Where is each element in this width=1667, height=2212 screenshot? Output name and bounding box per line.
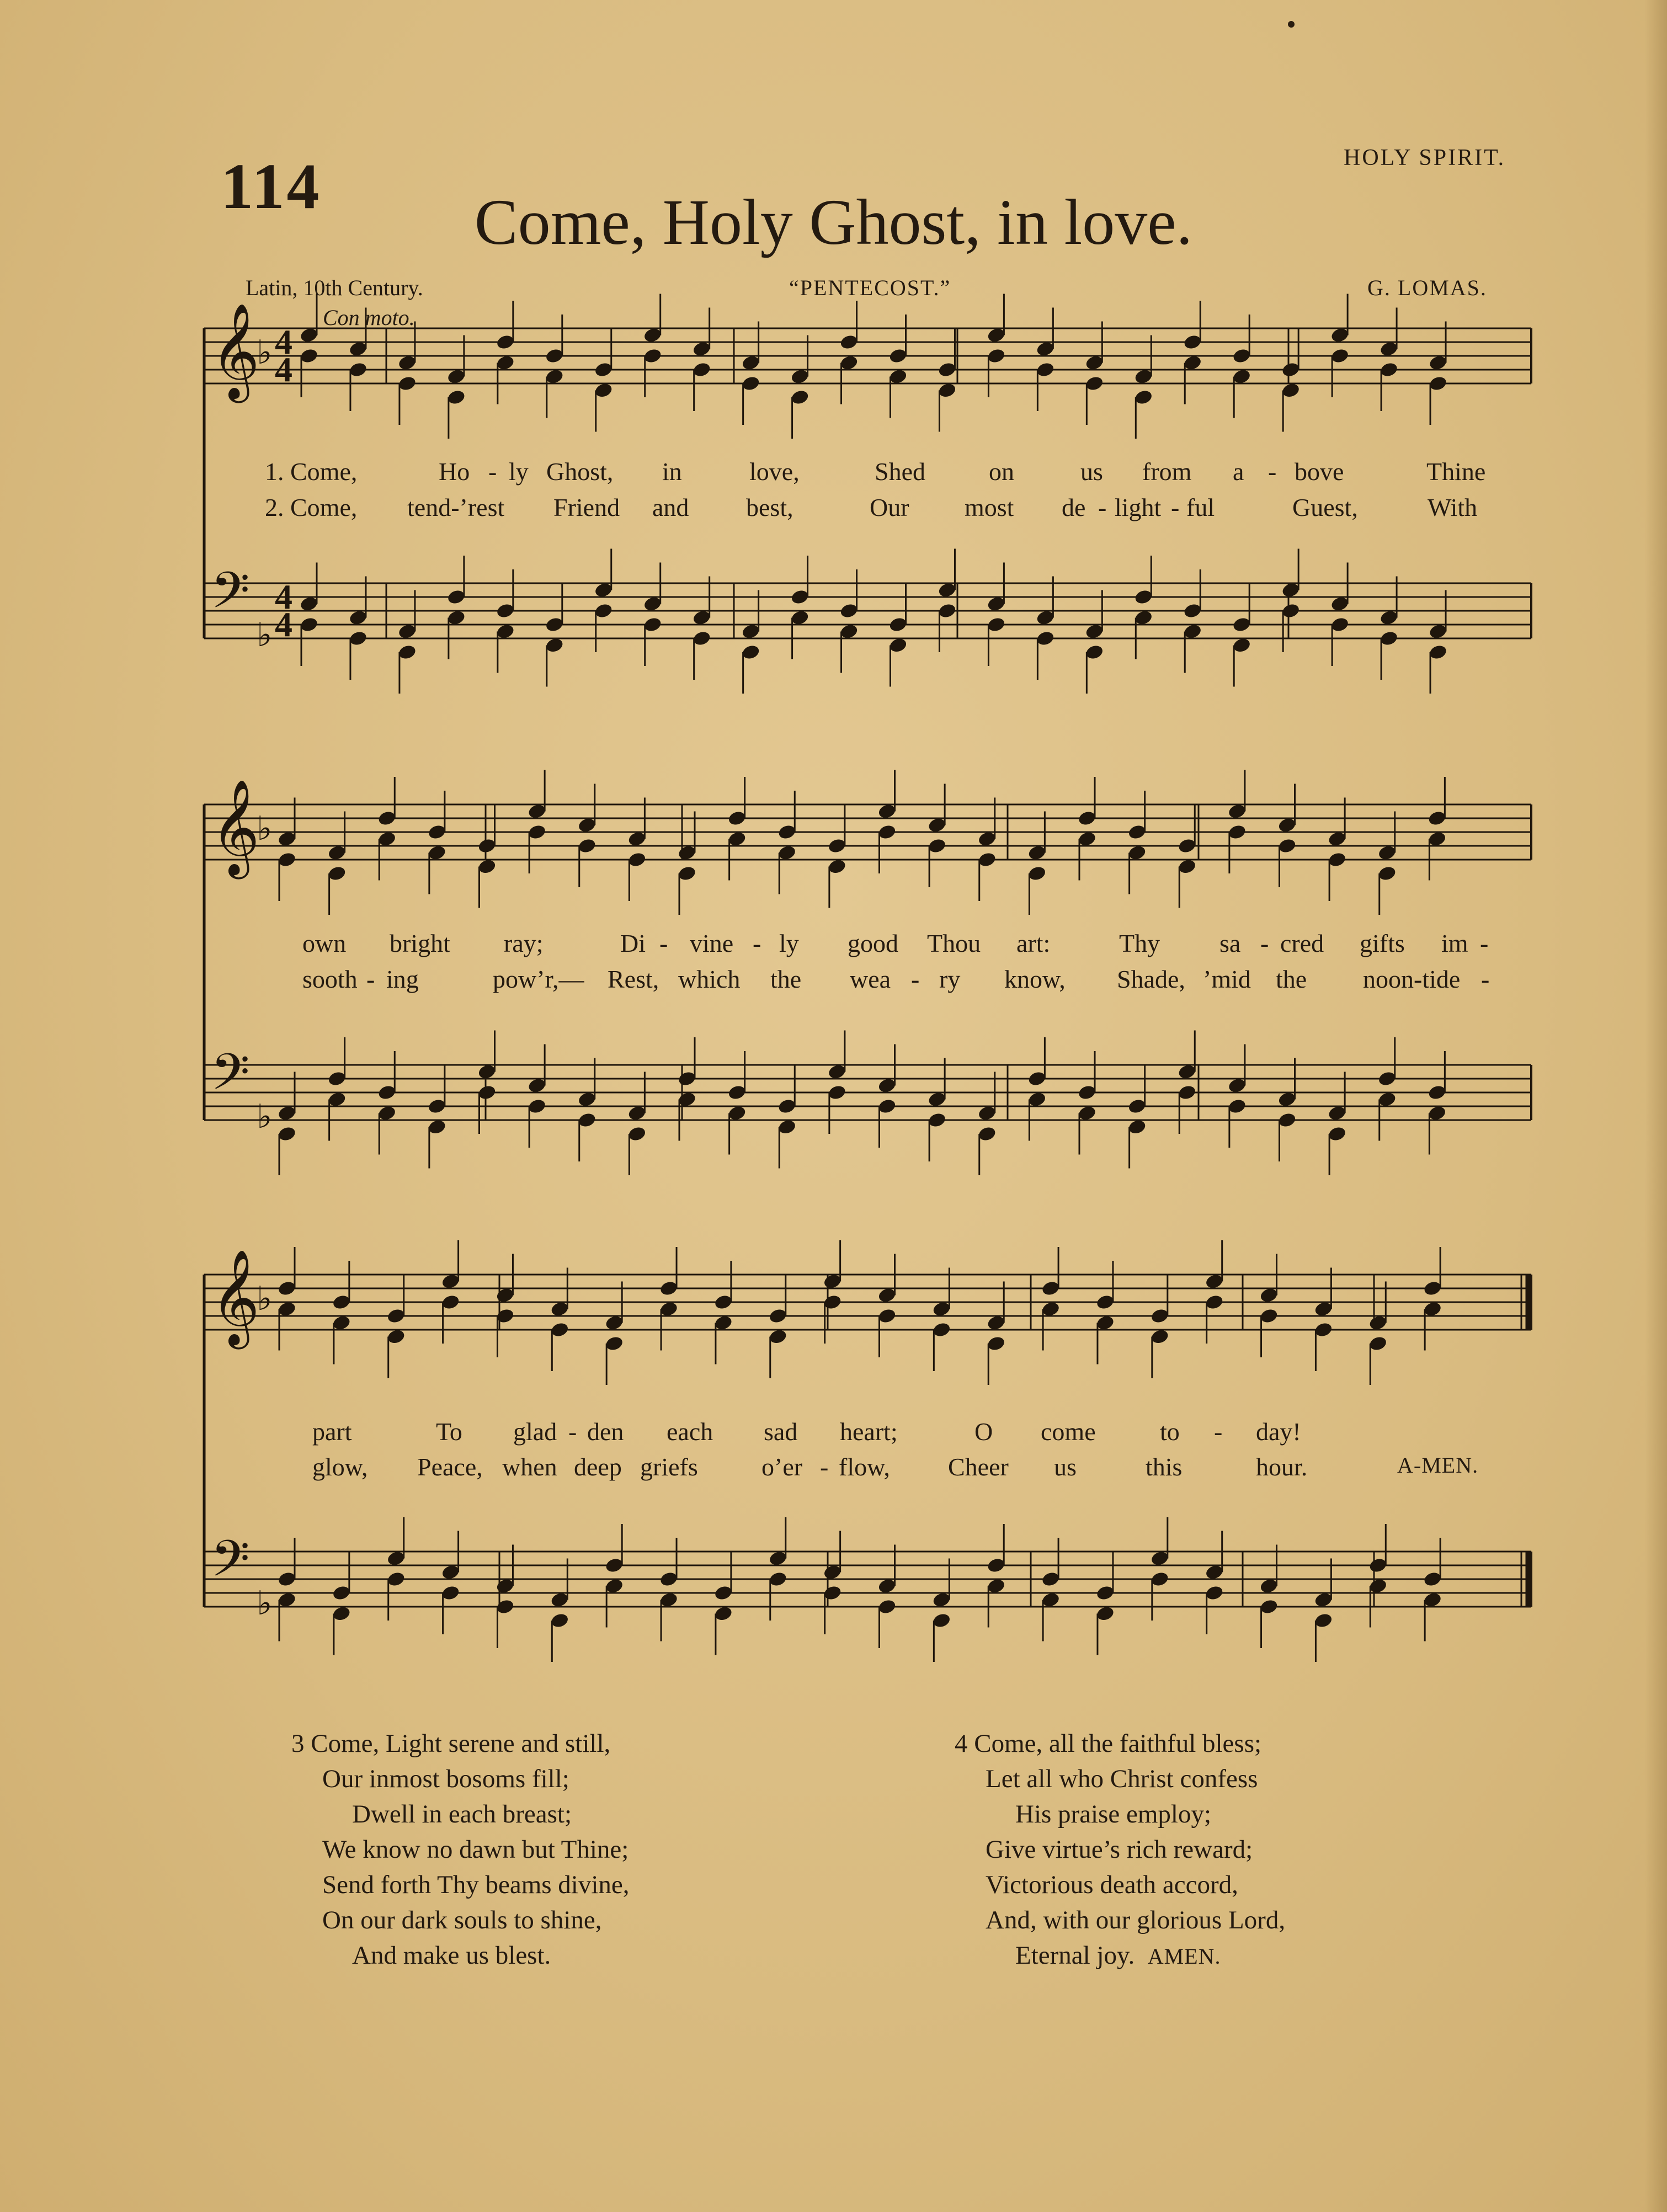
lyric: - bbox=[1171, 493, 1180, 521]
lyric: tend-’rest bbox=[407, 493, 505, 521]
lyric: part bbox=[312, 1417, 352, 1446]
lyric: ’mid bbox=[1203, 965, 1251, 993]
text-attribution: Latin, 10th Century. bbox=[246, 275, 423, 300]
lyric: know, bbox=[1004, 965, 1066, 993]
lyric: ry bbox=[939, 965, 961, 993]
lyric: o’er bbox=[761, 1453, 803, 1481]
time-signature: 4 bbox=[275, 577, 292, 616]
flat-sign: ♭ bbox=[257, 616, 273, 654]
treble-clef: 𝄞 bbox=[211, 779, 260, 875]
flat-sign: ♭ bbox=[257, 333, 273, 372]
lyric: Di bbox=[620, 929, 646, 957]
lyric: - bbox=[366, 965, 375, 993]
verse-line: Come, all the faithful bless; bbox=[974, 1729, 1262, 1758]
lyric: day! bbox=[1256, 1417, 1301, 1446]
treble-clef: 𝄞 bbox=[211, 1249, 260, 1345]
time-signature: 4 bbox=[275, 350, 292, 389]
lyric: vine bbox=[690, 929, 734, 957]
lyric: ray; bbox=[504, 929, 544, 957]
verse-line: And, with our glorious Lord, bbox=[986, 1906, 1286, 1934]
lyric: hour. bbox=[1256, 1453, 1308, 1481]
section-label: HOLY SPIRIT. bbox=[1344, 145, 1506, 170]
lyric: - bbox=[1260, 929, 1269, 957]
verse-number: 4 bbox=[955, 1729, 968, 1758]
lyric: - bbox=[659, 929, 668, 957]
lyric: With bbox=[1428, 493, 1478, 521]
lyric: Rest, bbox=[608, 965, 659, 993]
bass-clef: 𝄢 bbox=[211, 1529, 250, 1600]
lyric: this bbox=[1146, 1453, 1183, 1481]
bass-clef: 𝄢 bbox=[211, 1043, 250, 1113]
lyric: ful bbox=[1186, 493, 1215, 521]
verse-3 bbox=[291, 1726, 630, 1973]
lyric: gifts bbox=[1360, 929, 1405, 957]
lyric: sooth bbox=[302, 965, 358, 993]
lyric: - bbox=[488, 457, 497, 486]
verse-line: Eternal joy. bbox=[1015, 1941, 1135, 1970]
lyric: noon-tide bbox=[1363, 965, 1461, 993]
lyric: To bbox=[436, 1417, 462, 1446]
lyric: den bbox=[587, 1417, 624, 1446]
lyric: each bbox=[667, 1417, 713, 1446]
flat-sign: ♭ bbox=[257, 1584, 273, 1623]
lyric: most bbox=[965, 493, 1014, 521]
lyric: sad bbox=[764, 1417, 798, 1446]
verse-line: And make us blest. bbox=[352, 1941, 551, 1970]
lyric: ly bbox=[779, 929, 799, 957]
time-signature: 4 bbox=[275, 605, 292, 644]
lyric: 1. Come, bbox=[265, 457, 358, 486]
lyric: - bbox=[1480, 929, 1489, 957]
lyric: Thy bbox=[1119, 929, 1160, 957]
lyric: griefs bbox=[640, 1453, 698, 1481]
lyric: on bbox=[989, 457, 1014, 486]
lyric: from bbox=[1142, 457, 1192, 486]
verse-line: We know no dawn but Thine; bbox=[322, 1835, 629, 1864]
verse-number: 3 bbox=[291, 1729, 305, 1758]
lyric: art: bbox=[1016, 929, 1051, 957]
lyric: Shed bbox=[875, 457, 925, 486]
lyric: us bbox=[1054, 1453, 1077, 1481]
lyric: O bbox=[974, 1417, 993, 1446]
lyric: de bbox=[1062, 493, 1086, 521]
lyric: the bbox=[770, 965, 802, 993]
verse-line: Come, Light serene and still, bbox=[311, 1729, 611, 1758]
lyric: - bbox=[1214, 1417, 1223, 1446]
time-signature: 4 bbox=[275, 322, 292, 361]
lyric: the bbox=[1276, 965, 1307, 993]
lyric: when bbox=[502, 1453, 557, 1481]
lyric: deep bbox=[574, 1453, 622, 1481]
flat-sign: ♭ bbox=[257, 1097, 273, 1136]
lyric: flow, bbox=[839, 1453, 890, 1481]
verse-line: His praise employ; bbox=[1015, 1800, 1212, 1829]
lyric: - bbox=[911, 965, 920, 993]
verse-line: Victorious death accord, bbox=[986, 1870, 1238, 1899]
flat-sign: ♭ bbox=[257, 809, 273, 848]
verse-line: Let all who Christ confess bbox=[986, 1765, 1258, 1793]
lyric: best, bbox=[746, 493, 793, 521]
verse-line: Send forth Thy beams divine, bbox=[322, 1870, 630, 1899]
lyric: Ghost, bbox=[546, 457, 614, 486]
lyric: bright bbox=[390, 929, 450, 957]
lyric: bove bbox=[1295, 457, 1344, 486]
lyric: ing bbox=[386, 965, 419, 993]
lyric: im bbox=[1441, 929, 1468, 957]
lyric: which bbox=[678, 965, 741, 993]
verse-line: On our dark souls to shine, bbox=[322, 1906, 602, 1934]
lyric: sa bbox=[1219, 929, 1241, 957]
lyric: glad bbox=[513, 1417, 557, 1446]
lyric: 2. Come, bbox=[265, 493, 358, 521]
lyric: Thou bbox=[927, 929, 981, 957]
lyric: - bbox=[1098, 493, 1107, 521]
lyric: cred bbox=[1280, 929, 1324, 957]
lyric: and bbox=[652, 493, 689, 521]
lyric: Friend bbox=[553, 493, 620, 521]
lyric: Cheer bbox=[948, 1453, 1009, 1481]
lyric: - bbox=[820, 1453, 829, 1481]
hymn-title: Come, Holy Ghost, in love. bbox=[474, 186, 1193, 258]
hymn-number: 114 bbox=[221, 150, 322, 222]
lyric: glow, bbox=[312, 1453, 368, 1481]
lyric: heart; bbox=[840, 1417, 898, 1446]
lyric: to bbox=[1160, 1417, 1180, 1446]
lyric: a bbox=[1233, 457, 1244, 486]
lyric: pow’r,— bbox=[493, 965, 584, 993]
lyric: good bbox=[848, 929, 898, 957]
treble-clef: 𝄞 bbox=[211, 303, 260, 399]
lyric: wea bbox=[850, 965, 891, 993]
lyric: light bbox=[1115, 493, 1162, 521]
lyric: come bbox=[1041, 1417, 1096, 1446]
lyric: - bbox=[753, 929, 761, 957]
lyric: own bbox=[302, 929, 347, 957]
lyric: Guest, bbox=[1292, 493, 1358, 521]
flat-sign: ♭ bbox=[257, 1280, 273, 1318]
lyric: Ho bbox=[439, 457, 470, 486]
lyric: ly bbox=[509, 457, 529, 486]
lyric: Peace, bbox=[417, 1453, 483, 1481]
lyric: Our bbox=[870, 493, 909, 521]
lyric: us bbox=[1080, 457, 1103, 486]
lyric: love, bbox=[749, 457, 800, 486]
lyric: - bbox=[1481, 965, 1490, 993]
lyric: in bbox=[662, 457, 682, 486]
verse-line: Give virtue’s rich reward; bbox=[986, 1835, 1253, 1864]
lyric: - bbox=[568, 1417, 577, 1446]
verse-line: Dwell in each breast; bbox=[352, 1800, 572, 1829]
verse-line: Our inmost bosoms fill; bbox=[322, 1765, 569, 1793]
lyric: Thine bbox=[1426, 457, 1486, 486]
lyric: Shade, bbox=[1117, 965, 1185, 993]
amen-lyric: A-MEN. bbox=[1397, 1453, 1479, 1478]
tempo-marking: Con moto. bbox=[323, 305, 415, 330]
lyric: - bbox=[1268, 457, 1277, 486]
composer: G. LOMAS. bbox=[1367, 275, 1487, 300]
amen-text: AMEN. bbox=[1147, 1944, 1221, 1969]
verse-4 bbox=[955, 1726, 1285, 1974]
bass-clef: 𝄢 bbox=[211, 561, 250, 632]
tune-name: “PENTECOST.” bbox=[789, 275, 951, 300]
